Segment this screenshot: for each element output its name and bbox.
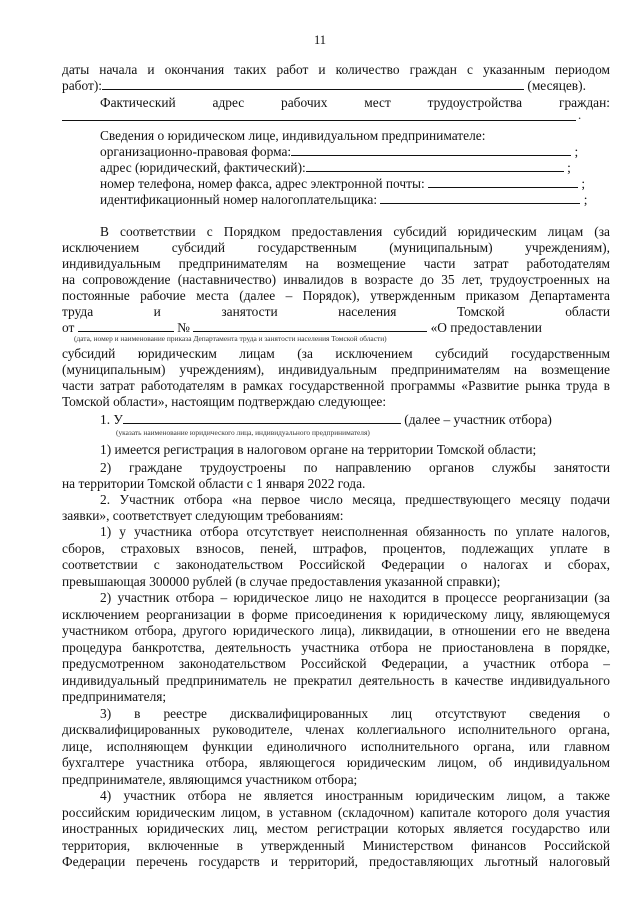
text-line: 2) граждане трудоустроены по направлению органов службы занятости	[100, 460, 610, 475]
text-line	[100, 412, 610, 427]
field-label: идентификационный номер налогоплательщика:	[100, 192, 378, 207]
text-line: постоянные рабочие места (далее – Порядок), утвержденным приказом Департамента	[62, 288, 610, 303]
text-line: Федерации перечень государств и территорий, предоставляющих льготный налоговый	[62, 854, 610, 869]
text-line	[100, 176, 610, 191]
text-line: Томской области», настоящим подтверждаю следующее:	[62, 394, 387, 409]
text-fragment: от	[62, 320, 75, 335]
text-fragment: ;	[574, 144, 579, 159]
blank-line	[428, 176, 578, 188]
text-line: 4) участник отбора не является иностранным юридическим лицом, а также	[100, 788, 610, 803]
text-line: 2) участник отбора – юридическое лицо не находится в процессе реорганизации (за	[100, 590, 610, 605]
text-line	[100, 192, 610, 207]
text-line: дисквалифицированных руководителе, членах коллегиального исполнительного органа,	[62, 722, 610, 737]
text-line	[100, 160, 610, 175]
text-line: 3) в реестре дисквалифицированных лиц отсутствуют сведения о	[100, 706, 610, 721]
field-label: номер телефона, номер факса, адрес электронной почты:	[100, 176, 425, 191]
blank-line	[62, 120, 576, 121]
text-line	[62, 78, 610, 93]
text-line: участником отбора, другого юридического лица), ликвидации, в отношении его не введена	[62, 623, 610, 638]
text-line: субсидий юридическим лицам (за исключением субсидий государственным	[62, 346, 610, 361]
text-line: процедура банкротства, деятельность участника отбора не приостановлена в порядке,	[62, 640, 610, 655]
text-fragment: ;	[583, 192, 588, 207]
text-line: на сопровождение (наставничество) инвалидов в возрасте до 35 лет, трудоустроенных на	[62, 272, 610, 287]
blank-line	[291, 144, 571, 156]
text-line: труда и занятости населения Томской области	[62, 304, 610, 319]
text-line: предпринимателя;	[62, 689, 167, 704]
text-line: индивидуальный предприниматель не прекратил деятельность в качестве индивидуального	[62, 673, 610, 688]
field-caption: (указать наименование юридического лица, индивидуального предпринимателя)	[116, 428, 370, 437]
text-fragment: ;	[567, 160, 571, 175]
text-line: 2. Участник отбора «на первое число месяца, предшествующего месяцу подачи	[100, 492, 610, 507]
blank-line	[380, 192, 580, 204]
text-line: 1) имеется регистрация в налоговом органе на территории Томской области;	[100, 442, 537, 457]
blank-line	[102, 78, 524, 90]
text-fragment: 1. У	[100, 412, 123, 427]
text-fragment: работ):	[62, 78, 103, 93]
text-line: Сведения о юридическом лице, индивидуальном предпринимателе:	[100, 128, 486, 143]
blank-line	[78, 320, 174, 332]
text-line	[62, 320, 610, 335]
text-line: исключением субсидий государственным (муниципальным) учреждениям),	[62, 240, 610, 255]
text-fragment: .	[578, 107, 582, 122]
text-line: заявки», соответствует следующим требованиям:	[62, 508, 344, 523]
blank-line	[193, 320, 427, 332]
text-line: превышающая 300000 рублей (в случае предоставления указанной справки);	[62, 574, 501, 589]
field-caption: (дата, номер и наименование приказа Департамента труда и занятости населения Томской области)	[74, 334, 387, 343]
text-line: Фактический адрес рабочих мест трудоустройства граждан:	[100, 95, 610, 110]
blank-line	[306, 160, 564, 172]
blank-line	[123, 412, 401, 424]
text-line: предпринимателе, являющимся участником отбора;	[62, 772, 358, 787]
text-line: части затрат работодателям в рамках государственной программы «Развитие рынка труда в	[62, 378, 610, 393]
page-number: 11	[313, 33, 327, 47]
text-line: иностранных юридических лиц, местом регистрации которых является государство или	[62, 821, 610, 836]
field-label: организационно-правовая форма:	[100, 144, 292, 159]
text-fragment: ;	[581, 176, 586, 191]
text-line: (муниципальным) учреждениям), индивидуальным предпринимателям на возмещение	[62, 362, 610, 377]
text-line: бухгалтере участника отбора, являющегося юридическим лицом, об индивидуальном	[62, 755, 610, 770]
text-line: исключением реорганизации в форме присоединения к юридическому лицу, являющемуся	[62, 607, 610, 622]
text-line: предусмотренном законодательством Российской Федерации, а участник отбора –	[62, 656, 610, 671]
text-fragment: «О предоставлении	[430, 320, 542, 335]
field-label: адрес (юридический, фактический):	[100, 160, 306, 175]
text-fragment: (месяцев).	[527, 78, 586, 93]
text-line: лице, исполняющем функции единоличного исполнительного органа, или главном	[62, 739, 610, 754]
text-fragment: (далее – участник отбора)	[404, 412, 552, 427]
text-line: 1) у участника отбора отсутствует неисполненная обязанность по уплате налогов,	[100, 524, 610, 539]
text-line: В соответствии с Порядком предоставления субсидий юридическим лицам (за	[100, 224, 610, 239]
text-line: российским юридическим лицом, в уставном (складочном) капитале которого доля участия	[62, 805, 610, 820]
text-line: сборов, страховых взносов, пеней, штрафов, процентов, подлежащих уплате в	[62, 541, 610, 556]
text-line: даты начала и окончания таких работ и количество граждан с указанным периодом	[62, 62, 610, 77]
text-line: на территории Томской области с 1 января 2022 года.	[62, 476, 366, 491]
text-line: территория, включенные в утвержденный Министерством финансов Российской	[62, 838, 610, 853]
text-fragment: №	[177, 320, 190, 335]
text-line: индивидуальным предпринимателям на возмещение части затрат работодателям	[62, 256, 610, 271]
text-line	[100, 144, 610, 159]
text-line: соответствии с законодательством Российской Федерации о налогах и сборах,	[62, 557, 610, 572]
